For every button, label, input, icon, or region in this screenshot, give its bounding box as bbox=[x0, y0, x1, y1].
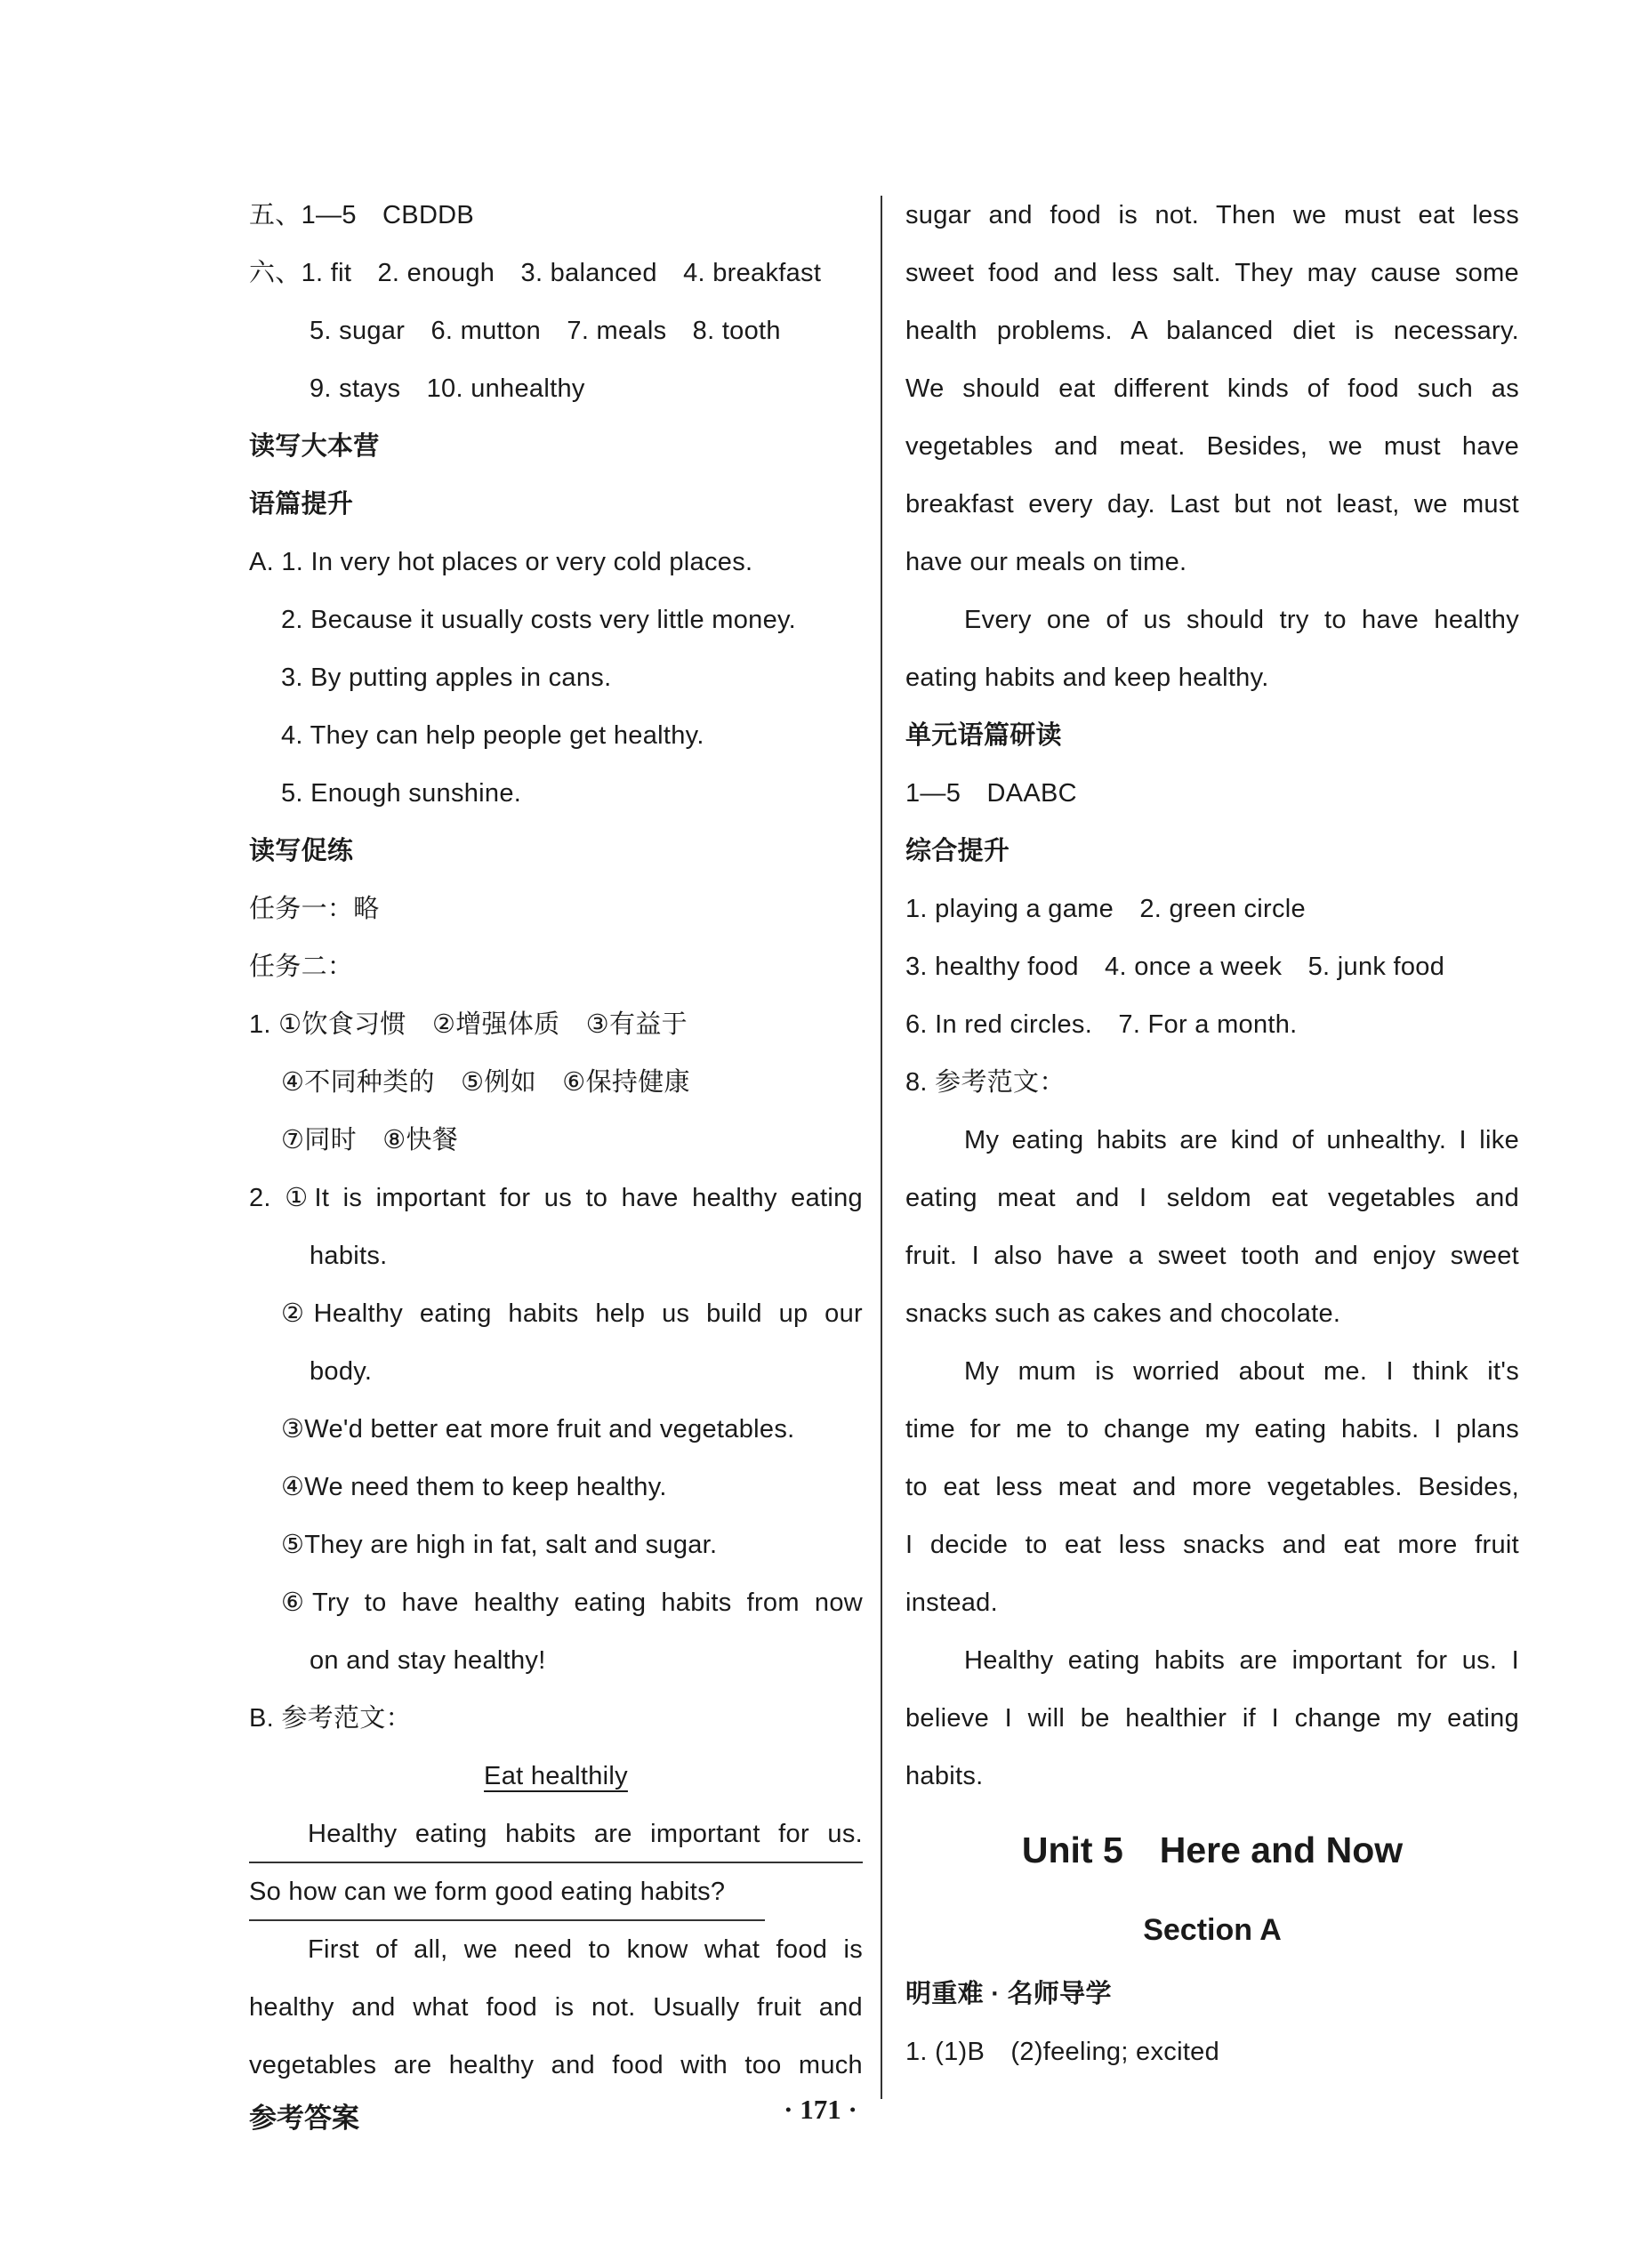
section-heading: 综合提升 bbox=[905, 837, 1010, 865]
answer-line: 3. By putting apples in cans. bbox=[281, 664, 612, 692]
answer-line: 1. ①饮食习惯 ②增强体质 ③有益于 bbox=[249, 1010, 688, 1039]
section-title: Section A bbox=[1143, 1913, 1282, 1947]
essay-line: time for me to change my eating habits. I plans bbox=[905, 1415, 1519, 1444]
answer-line: 任务二： bbox=[249, 953, 354, 981]
answer-line: 5. sugar 6. mutton 7. meals 8. tooth bbox=[310, 317, 781, 345]
essay-line: instead. bbox=[905, 1588, 998, 1617]
essay-line-underlined: Healthy eating habits are important for us. bbox=[249, 1806, 863, 1863]
essay-line: Healthy eating habits are important for us. I bbox=[964, 1646, 1519, 1675]
essay-line: My mum is worried about me. I think it's bbox=[964, 1357, 1519, 1386]
answer-line: 2. Because it usually costs very little money. bbox=[281, 606, 797, 634]
answer-line: habits. bbox=[310, 1242, 388, 1270]
essay-line: vegetables are healthy and food with too much bbox=[249, 2051, 863, 2079]
essay-line: Every one of us should try to have healthy bbox=[964, 606, 1519, 634]
answer-line: on and stay healthy! bbox=[310, 1646, 546, 1675]
essay-line: have our meals on time. bbox=[905, 548, 1187, 576]
answer-line: 五、1—5 CBDDB bbox=[249, 201, 475, 229]
essay-line: eating meat and I seldom eat vegetables and bbox=[905, 1184, 1519, 1212]
section-heading: 单元语篇研读 bbox=[905, 721, 1062, 750]
answer-line: 任务一：略 bbox=[249, 895, 380, 923]
answer-line: 3. healthy food 4. once a week 5. junk food bbox=[905, 953, 1445, 981]
page-number: · 171 · bbox=[784, 2094, 857, 2125]
essay-line: to eat less meat and more vegetables. Besides, bbox=[905, 1473, 1519, 1501]
section-heading: 读写大本营 bbox=[249, 432, 380, 461]
answer-line: 8. 参考范文： bbox=[905, 1068, 1066, 1097]
essay-line: I decide to eat less snacks and eat more fruit bbox=[905, 1531, 1519, 1559]
answer-line: 1. playing a game 2. green circle bbox=[905, 895, 1306, 923]
section-heading: 明重难 · 名师导学 bbox=[905, 1980, 1112, 2008]
answer-line: ③We'd better eat more fruit and vegetables. bbox=[281, 1415, 795, 1444]
answer-line: ④We need them to keep healthy. bbox=[281, 1473, 667, 1501]
answer-line: ⑤They are high in fat, salt and sugar. bbox=[281, 1531, 718, 1559]
right-column bbox=[905, 187, 1519, 2081]
essay-line: fruit. I also have a sweet tooth and enjoy sweet bbox=[905, 1242, 1519, 1270]
answer-line: 6. In red circles. 7. For a month. bbox=[905, 1010, 1298, 1039]
left-column bbox=[249, 187, 863, 2095]
essay-line: breakfast every day. Last but not least, we must bbox=[905, 490, 1519, 519]
essay-line: healthy and what food is not. Usually fruit and bbox=[249, 1993, 863, 2022]
essay-line: vegetables and meat. Besides, we must have bbox=[905, 432, 1519, 461]
essay-line: health problems. A balanced diet is necessary. bbox=[905, 317, 1519, 345]
footer-label: 参考答案 bbox=[249, 2103, 359, 2134]
answer-line: ⑥Try to have healthy eating habits from now bbox=[281, 1588, 863, 1617]
answer-line: 9. stays 10. unhealthy bbox=[310, 374, 585, 403]
answer-line: B. 参考范文： bbox=[249, 1704, 412, 1733]
essay-line: sugar and food is not. Then we must eat less bbox=[905, 201, 1519, 229]
essay-line: snacks such as cakes and chocolate. bbox=[905, 1299, 1341, 1328]
unit-title: Unit 5 Here and Now bbox=[1021, 1830, 1404, 1870]
essay-line: We should eat different kinds of food such as bbox=[905, 374, 1519, 403]
section-heading: 语篇提升 bbox=[249, 490, 354, 519]
essay-line: believe I will be healthier if I change my eating bbox=[905, 1704, 1519, 1733]
answer-line: 1—5 DAABC bbox=[905, 779, 1077, 808]
essay-line-underlined: So how can we form good eating habits? bbox=[249, 1863, 765, 1921]
essay-line: First of all, we need to know what food is bbox=[308, 1935, 863, 1964]
essay-line: eating habits and keep healthy. bbox=[905, 664, 1269, 692]
answer-line: 2. ①It is important for us to have healthy eating bbox=[249, 1184, 863, 1212]
essay-line: My eating habits are kind of unhealthy. I like bbox=[964, 1126, 1519, 1154]
answer-line: 1. (1)B (2)feeling; excited bbox=[905, 2038, 1220, 2066]
section-heading: 读写促练 bbox=[249, 837, 354, 865]
answer-line: 4. They can help people get healthy. bbox=[281, 721, 704, 750]
essay-title: Eat healthily bbox=[484, 1762, 628, 1790]
answer-line: body. bbox=[310, 1357, 373, 1386]
column-divider bbox=[881, 196, 882, 2099]
answer-line: ④不同种类的 ⑤例如 ⑥保持健康 bbox=[281, 1068, 690, 1097]
essay-line: habits. bbox=[905, 1762, 984, 1790]
answer-line: 六、1. fit 2. enough 3. balanced 4. breakfast bbox=[249, 259, 822, 287]
answer-line: 5. Enough sunshine. bbox=[281, 779, 522, 808]
answer-line: ⑦同时 ⑧快餐 bbox=[281, 1126, 459, 1154]
essay-line: sweet food and less salt. They may cause some bbox=[905, 259, 1519, 287]
answer-line: ②Healthy eating habits help us build up our bbox=[281, 1299, 863, 1328]
answer-line: A. 1. In very hot places or very cold places. bbox=[249, 548, 753, 576]
